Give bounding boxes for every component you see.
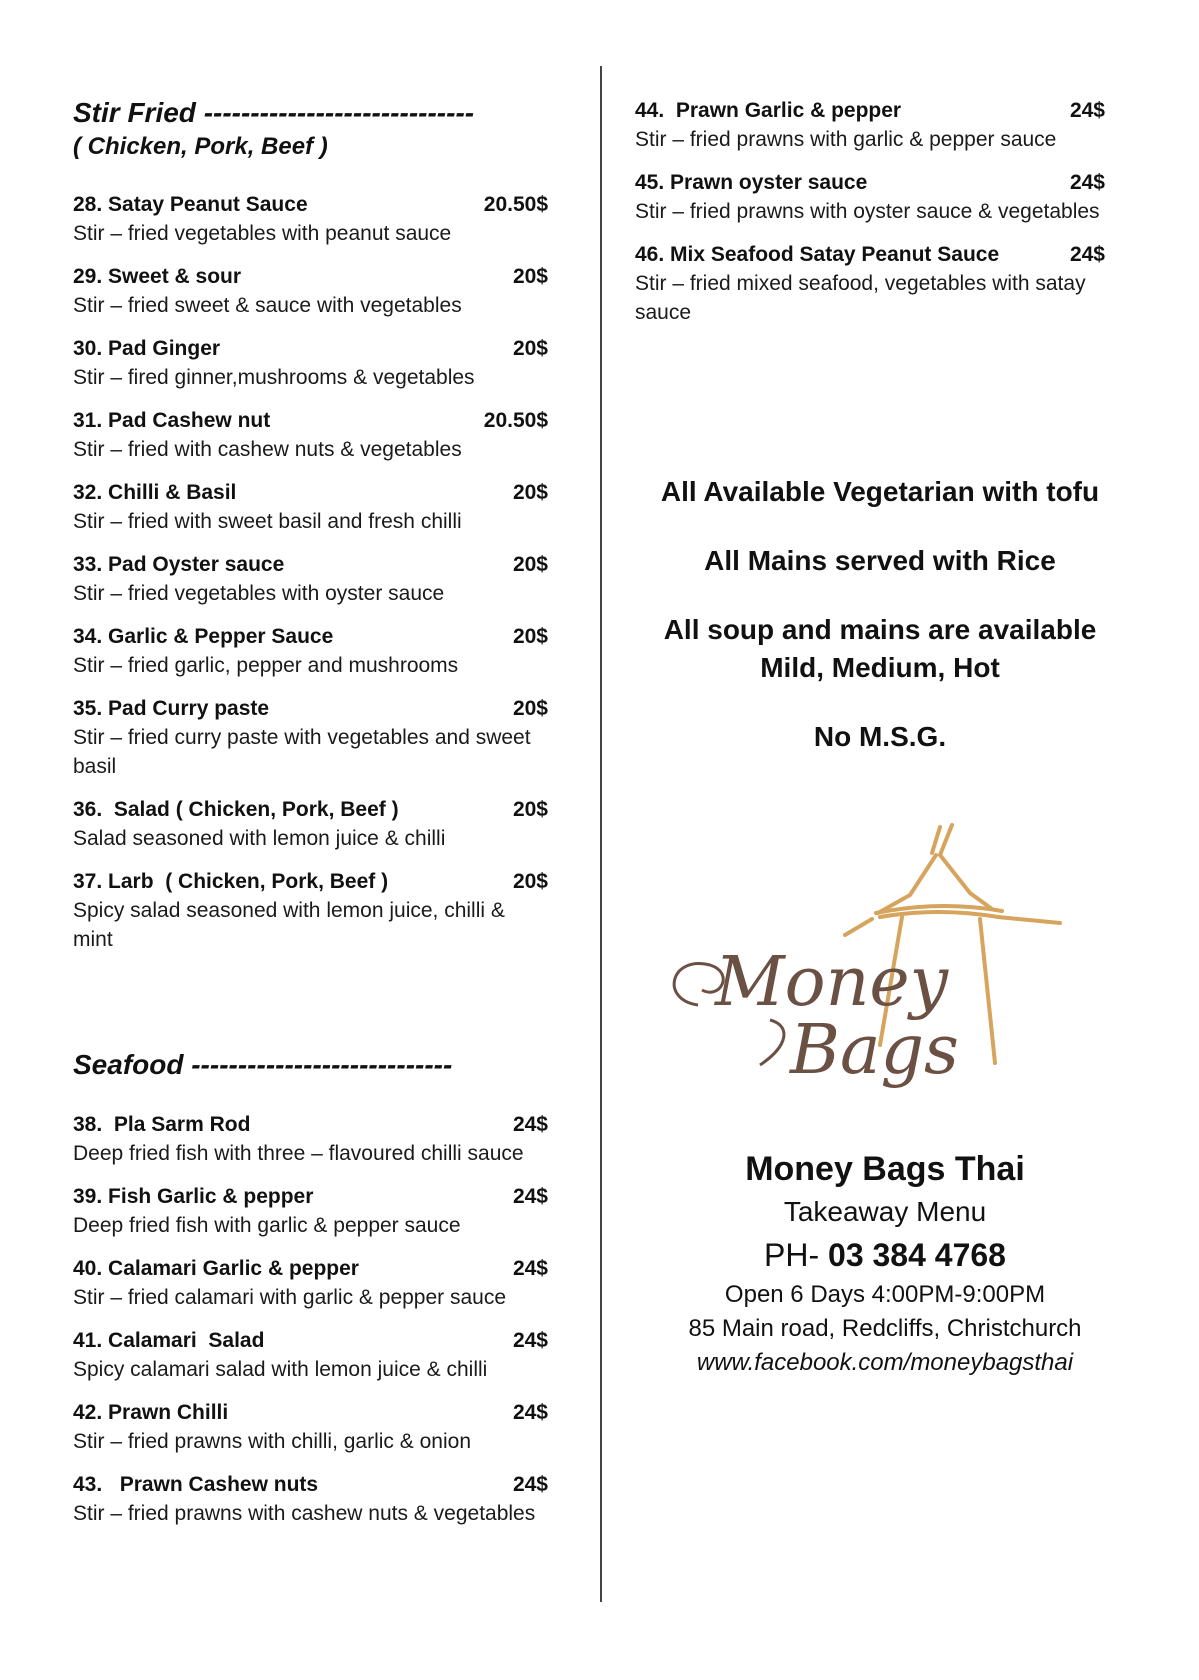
seafood-list <box>73 1110 548 1528</box>
menu-item <box>73 334 548 392</box>
menu-item-name: 42. Prawn Chilli <box>73 1401 229 1424</box>
menu-item <box>73 1398 548 1456</box>
menu-item-header <box>73 190 548 219</box>
menu-item-description: Stir – fried garlic, pepper and mushrooms <box>73 654 459 677</box>
menu-item-price: 20$ <box>512 697 548 720</box>
menu-item-price: 20$ <box>512 337 548 360</box>
menu-item-header <box>73 694 548 723</box>
note-spice-line2: Mild, Medium, Hot <box>760 652 1000 683</box>
menu-item-price: 24$ <box>512 1113 548 1136</box>
menu-item-description: Stir – fried sweet & sauce with vegetables <box>73 294 462 317</box>
menu-item <box>73 1254 548 1312</box>
menu-item-description: Spicy salad seasoned with lemon juice, chilli & mint <box>73 899 505 951</box>
menu-item-description: Stir – fried with sweet basil and fresh chilli <box>73 510 462 533</box>
menu-item <box>73 795 548 853</box>
menu-item-price: 20$ <box>512 481 548 504</box>
menu-item-header <box>73 334 548 363</box>
menu-item-name: 30. Pad Ginger <box>73 337 221 360</box>
menu-item-name: 36. Salad ( Chicken, Pork, Beef ) <box>73 798 399 821</box>
menu-item-name: 28. Satay Peanut Sauce <box>73 193 308 216</box>
menu-item-name: 44. Prawn Garlic & pepper <box>635 99 902 122</box>
menu-item-price: 20.50$ <box>483 409 548 432</box>
menu-item-price: 20$ <box>512 870 548 893</box>
seafood-continued-list <box>635 96 1105 327</box>
menu-item-description: Stir – fried calamari with garlic & pepper sauce <box>73 1286 507 1309</box>
menu-item-name: 40. Calamari Garlic & pepper <box>73 1257 359 1280</box>
section-subtitle-meats: ( Chicken, Pork, Beef ) <box>73 133 328 160</box>
menu-item-description: Stir – fried prawns with cashew nuts & vegetables <box>73 1502 536 1525</box>
section-title-stir-fried: Stir Fried ----------------------------- <box>73 97 475 128</box>
menu-item-header <box>635 240 1105 269</box>
menu-item-name: 39. Fish Garlic & pepper <box>73 1185 314 1208</box>
money-bags-logo <box>640 805 1120 1125</box>
logo-word-bags: Bags <box>790 1011 959 1090</box>
menu-item-name: 32. Chilli & Basil <box>73 481 237 504</box>
menu-item-header <box>73 478 548 507</box>
menu-item-description: Deep fried fish with garlic & pepper sauce <box>73 1214 461 1237</box>
menu-item-description: Deep fried fish with three – flavoured chilli sauce <box>73 1142 524 1165</box>
menu-item-header <box>635 168 1105 197</box>
menu-item-name: 46. Mix Seafood Satay Peanut Sauce <box>635 243 1000 266</box>
menu-item <box>73 262 548 320</box>
note-spice-line1: All soup and mains are available <box>663 614 1097 645</box>
menu-item-price: 24$ <box>512 1185 548 1208</box>
menu-item-header <box>73 262 548 291</box>
menu-item-description: Stir – fried with cashew nuts & vegetables <box>73 438 462 461</box>
menu-item-header <box>73 1110 548 1139</box>
note-rice: All Mains served with Rice <box>704 545 1056 576</box>
menu-item <box>73 1182 548 1240</box>
stir-fried-section <box>73 96 573 968</box>
menu-item-price: 20.50$ <box>483 193 548 216</box>
menu-item <box>73 694 548 781</box>
logo-word-money: Money <box>715 943 949 1022</box>
menu-item <box>635 168 1105 226</box>
menu-item-description: Stir – fried mixed seafood, vegetables with satay sauce <box>635 272 1086 324</box>
menu-item-price: 24$ <box>512 1473 548 1496</box>
menu-item-price: 20$ <box>512 553 548 576</box>
menu-type: Takeaway Menu <box>783 1196 987 1227</box>
phone-prefix: PH- <box>764 1237 829 1273</box>
menu-item-name: 35. Pad Curry paste <box>73 697 270 720</box>
menu-item-header <box>73 1326 548 1355</box>
note-vegetarian: All Available Vegetarian with tofu <box>660 476 1100 507</box>
menu-item-description: Salad seasoned with lemon juice & chilli <box>73 827 446 850</box>
menu-item-name: 43. Prawn Cashew nuts <box>73 1473 319 1496</box>
menu-notes <box>625 473 1135 787</box>
section-title-seafood: Seafood ---------------------------- <box>73 1049 453 1080</box>
menu-item-name: 33. Pad Oyster sauce <box>73 553 285 576</box>
business-name: Money Bags Thai <box>745 1150 1025 1188</box>
menu-item <box>73 1110 548 1168</box>
menu-item-header <box>73 550 548 579</box>
menu-item-price: 24$ <box>512 1329 548 1352</box>
menu-item-description: Stir – fried vegetables with oyster sauce <box>73 582 445 605</box>
menu-item-header <box>635 96 1105 125</box>
menu-item-name: 38. Pla Sarm Rod <box>73 1113 251 1136</box>
stir-fried-list <box>73 190 548 954</box>
menu-item <box>635 96 1105 154</box>
menu-item-header <box>73 1398 548 1427</box>
menu-item-name: 45. Prawn oyster sauce <box>635 171 868 194</box>
logo-graphic <box>640 805 1120 1125</box>
menu-item <box>73 406 548 464</box>
menu-item <box>73 550 548 608</box>
menu-item-description: Stir – fried vegetables with peanut sauce <box>73 222 452 245</box>
menu-item <box>73 867 548 954</box>
menu-item-price: 24$ <box>1069 171 1105 194</box>
menu-item-name: 37. Larb ( Chicken, Pork, Beef ) <box>73 870 389 893</box>
menu-item-name: 34. Garlic & Pepper Sauce <box>73 625 334 648</box>
menu-item-price: 24$ <box>512 1257 548 1280</box>
menu-item-description: Spicy calamari salad with lemon juice & chilli <box>73 1358 488 1381</box>
column-divider <box>600 66 602 1602</box>
menu-item <box>73 1326 548 1384</box>
menu-item-description: Stir – fried curry paste with vegetables and sweet basil <box>73 726 531 778</box>
menu-item <box>73 190 548 248</box>
menu-item-price: 20$ <box>512 625 548 648</box>
menu-item-price: 24$ <box>512 1401 548 1424</box>
menu-item-header <box>73 795 548 824</box>
menu-item-header <box>73 406 548 435</box>
menu-item-name: 31. Pad Cashew nut <box>73 409 271 432</box>
seafood-section <box>73 1048 573 1542</box>
menu-item-header <box>73 622 548 651</box>
menu-item <box>73 478 548 536</box>
menu-item-price: 20$ <box>512 265 548 288</box>
menu-item <box>73 622 548 680</box>
menu-item-description: Stir – fried prawns with garlic & pepper sauce <box>635 128 1057 151</box>
opening-hours: Open 6 Days 4:00PM-9:00PM <box>724 1281 1046 1308</box>
menu-item-description: Stir – fried prawns with oyster sauce & vegetables <box>635 200 1100 223</box>
menu-item-header <box>73 1470 548 1499</box>
menu-item-price: 24$ <box>1069 243 1105 266</box>
menu-item-price: 24$ <box>1069 99 1105 122</box>
contact-block <box>625 1146 1145 1380</box>
phone-line <box>625 1232 1145 1278</box>
menu-item-name: 41. Calamari Salad <box>73 1329 265 1352</box>
menu-item-description: Stir – fried prawns with chilli, garlic & onion <box>73 1430 471 1453</box>
menu-item-name: 29. Sweet & sour <box>73 265 242 288</box>
menu-item-price: 20$ <box>512 798 548 821</box>
menu-item <box>635 240 1105 327</box>
seafood-continued-section <box>635 96 1155 341</box>
note-msg: No M.S.G. <box>813 721 947 752</box>
menu-item-header <box>73 1182 548 1211</box>
menu-item-header <box>73 1254 548 1283</box>
menu-item-header <box>73 867 548 896</box>
menu-item <box>73 1470 548 1528</box>
facebook-link[interactable]: www.facebook.com/moneybagsthai <box>696 1349 1074 1376</box>
address: 85 Main road, Redcliffs, Christchurch <box>688 1315 1082 1342</box>
phone-number[interactable]: 03 384 4768 <box>828 1237 1006 1273</box>
menu-item-description: Stir – fired ginner,mushrooms & vegetables <box>73 366 475 389</box>
